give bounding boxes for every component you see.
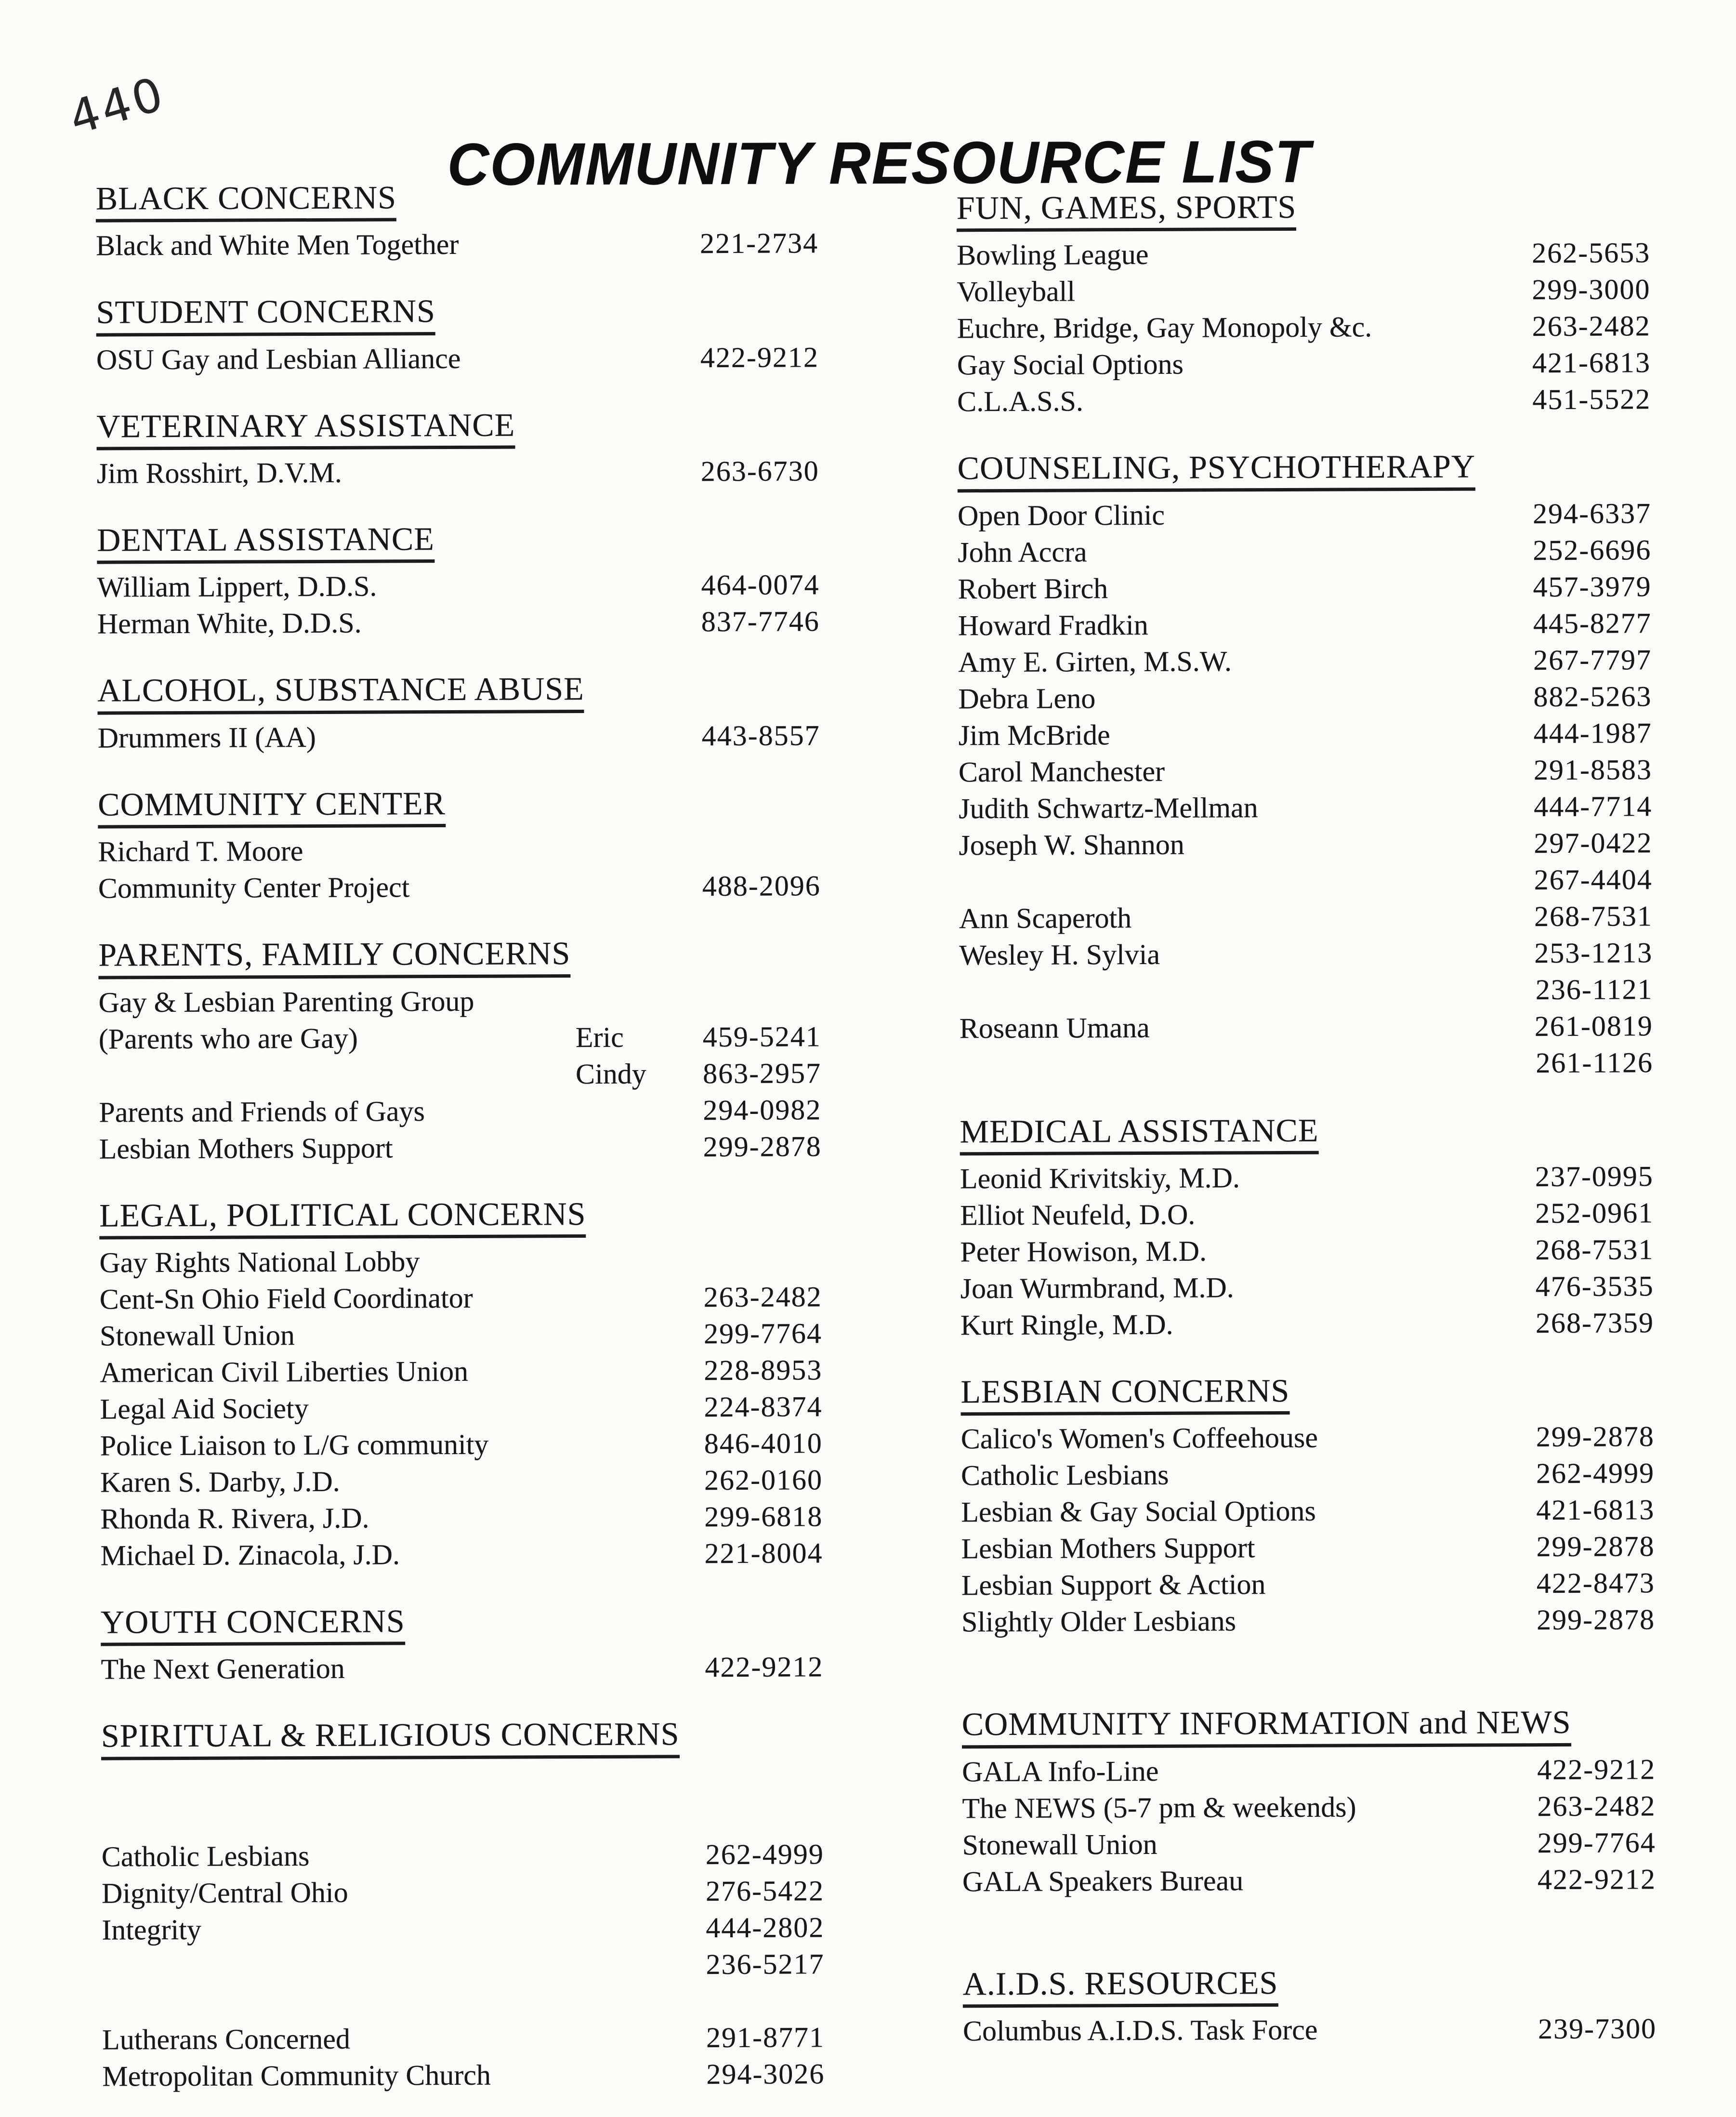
entry-row — [957, 271, 1650, 310]
entry-phone: 421-6813 — [1532, 346, 1651, 379]
entry-name: Integrity — [102, 1913, 202, 1946]
section-veterinary-assistance — [96, 407, 819, 492]
entry-phone: 422-9212 — [1537, 1863, 1657, 1895]
entry-row — [960, 1268, 1654, 1307]
entry-name: GALA Info-Line — [962, 1755, 1159, 1788]
entry-name — [960, 999, 1509, 1001]
entry-phone: 239-7300 — [1538, 2012, 1657, 2045]
entry-phone — [677, 1009, 821, 1010]
entry-row — [960, 1194, 1654, 1233]
entry-phone: 299-2878 — [1536, 1420, 1655, 1453]
section-heading — [960, 1112, 1653, 1155]
entry-row — [100, 1351, 822, 1390]
spacer-row — [102, 1982, 825, 2021]
section-student-concerns — [96, 293, 819, 378]
entry-name: Metropolitan Community Church — [102, 2059, 491, 2092]
entry-row — [98, 981, 821, 1020]
entry-name: The Next Generation — [101, 1653, 345, 1685]
section-heading-text: MEDICAL ASSISTANCE — [960, 1113, 1318, 1155]
entry-row — [102, 2055, 825, 2094]
entry-name: Volleyball — [957, 275, 1076, 308]
entry-row — [958, 531, 1651, 570]
entry-phone: 267-4404 — [1534, 863, 1653, 896]
left-column — [96, 179, 825, 2094]
entry-row — [99, 1128, 822, 1167]
entry-name: Michael D. Zinacola, J.D. — [100, 1538, 400, 1572]
section-heading — [97, 521, 819, 564]
entry-phone: 422-9212 — [705, 1651, 824, 1683]
section-lesbian-concerns — [960, 1373, 1655, 1640]
entry-name: Roseann Umana — [959, 1011, 1150, 1045]
entry-name: Open Door Clinic — [957, 499, 1165, 532]
entry-name: Debra Leno — [958, 682, 1096, 715]
entry-row — [961, 1528, 1655, 1567]
section-heading-text: BLACK CONCERNS — [96, 181, 397, 223]
section-heading — [957, 189, 1650, 232]
entry-row — [102, 1909, 824, 1948]
entry-phone: 261-0819 — [1534, 1010, 1653, 1042]
entry-row — [962, 1824, 1656, 1863]
entry-name: Catholic Lesbians — [960, 1459, 1169, 1492]
entry-phone: 464-0074 — [701, 569, 820, 601]
entry-phone: 262-5653 — [1532, 237, 1651, 269]
section-heading — [958, 450, 1651, 492]
entry-row — [959, 714, 1652, 754]
entry-row — [102, 1872, 824, 1911]
entry-name: Robert Birch — [958, 572, 1108, 605]
entry-row — [960, 1158, 1654, 1197]
entry-phone: 444-1987 — [1533, 717, 1652, 749]
entry-row — [960, 1044, 1653, 1083]
entry-name: Peter Howison, M.D. — [960, 1235, 1207, 1268]
entry-phone: 252-6696 — [1533, 534, 1652, 566]
entry-row — [961, 1418, 1655, 1457]
entry-name: Lesbian & Gay Social Options — [961, 1495, 1316, 1528]
entry-name: Joseph W. Shannon — [959, 828, 1184, 861]
section-heading — [97, 672, 820, 715]
entry-phone: 224-8374 — [704, 1390, 823, 1423]
entry-name — [102, 1974, 680, 1976]
entry-phone: 294-6337 — [1532, 497, 1652, 529]
entry-name: Amy E. Girten, M.S.W. — [958, 645, 1232, 678]
entry-row — [960, 1231, 1654, 1270]
entry-phone: 291-8771 — [706, 2021, 825, 2053]
entry-name: Judith Schwartz-Mellman — [959, 791, 1258, 825]
section-medical-assistance — [960, 1112, 1654, 1343]
entry-row — [963, 2010, 1657, 2049]
entry-phone: 421-6813 — [1536, 1494, 1655, 1526]
section-heading — [101, 1603, 823, 1646]
entry-row — [99, 1018, 821, 1057]
entry-row — [958, 678, 1652, 717]
entry-phone: 837-7746 — [701, 605, 820, 638]
section-heading — [98, 936, 821, 979]
section-heading-text: FUN, GAMES, SPORTS — [957, 190, 1297, 232]
entry-row — [100, 1498, 823, 1537]
entry-row — [962, 1751, 1656, 1790]
entry-name: Stonewall Union — [99, 1319, 295, 1352]
entry-name: Howard Fradkin — [958, 609, 1148, 642]
entry-phone: 297-0422 — [1534, 827, 1653, 859]
entry-phone: 252-0961 — [1535, 1197, 1654, 1230]
section-heading — [960, 1373, 1654, 1416]
entry-name — [960, 1072, 1509, 1074]
entry-name — [101, 1763, 679, 1765]
entry-row — [98, 831, 820, 870]
entry-phone: 488-2096 — [702, 870, 821, 902]
entry-row — [957, 235, 1650, 274]
entry-phone: 268-7531 — [1534, 900, 1653, 932]
entry-name: GALA Speakers Bureau — [962, 1865, 1244, 1898]
spacer-row — [101, 1799, 824, 1838]
section-heading-text: SPIRITUAL & RELIGIOUS CONCERNS — [101, 1718, 680, 1760]
entry-name: (Parents who are Gay) — [98, 1022, 358, 1055]
entry-row — [959, 971, 1653, 1010]
entry-name: Legal Aid Society — [100, 1392, 309, 1425]
entry-phone: 476-3535 — [1535, 1270, 1654, 1303]
entry-name: C.L.A.S.S. — [957, 385, 1084, 418]
entry-contact-name: Cindy — [575, 1058, 646, 1090]
entry-name: Columbus A.I.D.S. Task Force — [962, 2013, 1318, 2047]
entry-name: The NEWS (5-7 pm & weekends) — [962, 1791, 1356, 1825]
spacer-row — [101, 1762, 824, 1801]
entry-name: Lesbian Support & Action — [961, 1568, 1266, 1601]
entry-row — [97, 603, 820, 642]
entry-name: Carol Manchester — [958, 755, 1165, 788]
entry-phone: 299-2878 — [1536, 1530, 1655, 1563]
entry-name — [99, 1084, 576, 1085]
entry-phone: 221-2734 — [699, 227, 819, 260]
entry-phone: 422-8473 — [1536, 1567, 1655, 1600]
section-heading — [963, 1965, 1657, 2008]
entry-phone: 457-3979 — [1533, 570, 1652, 603]
entry-contact-name: Eric — [575, 1021, 624, 1053]
section-community-information-and-news — [962, 1706, 1656, 1900]
entry-phone: 263-2482 — [1532, 310, 1651, 343]
entry-name: Lesbian Mothers Support — [961, 1532, 1255, 1565]
entry-phone: 459-5241 — [702, 1020, 821, 1053]
entry-phone: 863-2957 — [703, 1057, 822, 1089]
entry-row — [959, 751, 1652, 790]
entry-row — [100, 1461, 823, 1500]
entry-phone: 294-3026 — [706, 2057, 825, 2090]
handwritten-page-number: 440 — [63, 66, 171, 146]
entry-name: Bowling League — [957, 238, 1149, 271]
page-title: COMMUNITY RESOURCE LIST — [447, 128, 1311, 198]
entry-row — [101, 1649, 823, 1688]
entry-phone: 263-2482 — [703, 1281, 822, 1313]
entry-row — [99, 1091, 821, 1130]
entry-phone: 422-9212 — [1537, 1753, 1656, 1786]
section-heading — [96, 293, 818, 337]
entry-name: Elliot Neufeld, D.O. — [960, 1198, 1196, 1231]
entry-name: John Accra — [958, 536, 1087, 569]
entry-row — [960, 1007, 1653, 1046]
entry-row — [958, 605, 1652, 644]
section-spiritual-religious-concerns — [101, 1717, 825, 2095]
entry-row — [100, 1278, 822, 1317]
section-heading-text: COUNSELING, PSYCHOTHERAPY — [958, 450, 1476, 492]
entry-name: Dignity/Central Ohio — [101, 1876, 348, 1909]
entry-name: Rhonda R. Rivera, J.D. — [100, 1502, 369, 1535]
entry-name: Lutherans Concerned — [102, 2023, 351, 2056]
entry-phone: 268-7531 — [1535, 1233, 1654, 1266]
entry-row — [958, 641, 1652, 680]
entry-name: William Lippert, D.D.S. — [97, 570, 377, 604]
entry-row — [959, 934, 1653, 973]
section-a-i-d-s-resources — [963, 1965, 1657, 2049]
section-heading-text: VETERINARY ASSISTANCE — [96, 408, 515, 450]
entry-row — [97, 452, 819, 491]
entry-row — [100, 1425, 823, 1464]
section-fun-games-sports — [957, 189, 1651, 420]
entry-name: Drummers II (AA) — [97, 721, 316, 754]
entry-name: Herman White, D.D.S. — [97, 607, 362, 640]
entry-phone: 268-7359 — [1535, 1307, 1655, 1339]
entry-name: Parents and Friends of Gays — [99, 1095, 425, 1128]
entry-row — [102, 2019, 825, 2058]
entry-phone: 299-2878 — [1536, 1603, 1656, 1636]
entry-row — [958, 495, 1651, 534]
entry-row — [99, 1242, 822, 1281]
entry-name: Leonid Krivitskiy, M.D. — [960, 1162, 1240, 1195]
entry-name: OSU Gay and Lesbian Alliance — [96, 342, 461, 376]
entry-name: Euchre, Bridge, Gay Monopoly &c. — [957, 311, 1372, 344]
entry-name: Calico's Women's Coffeehouse — [960, 1422, 1318, 1455]
entry-row — [98, 867, 821, 906]
entry-name: Police Liaison to L/G community — [100, 1428, 489, 1462]
entry-phone: 236-1121 — [1535, 973, 1653, 1006]
section-heading-text: DENTAL ASSISTANCE — [97, 522, 434, 564]
entry-phone: 422-9212 — [700, 341, 819, 373]
entry-phone: 445-8277 — [1533, 607, 1652, 639]
section-heading-text: YOUTH CONCERNS — [101, 1604, 405, 1646]
entry-name: Stonewall Union — [962, 1828, 1157, 1861]
entry-row — [98, 717, 820, 756]
right-column — [957, 189, 1657, 2049]
section-heading-text: A.I.D.S. RESOURCES — [963, 1966, 1278, 2008]
entry-phone: 253-1213 — [1534, 937, 1653, 969]
entry-row — [100, 1315, 822, 1354]
entry-phone: 267-7797 — [1533, 644, 1652, 676]
entry-phone: 262-4999 — [705, 1838, 824, 1870]
entry-row — [957, 344, 1651, 384]
entry-row — [96, 339, 819, 378]
entry-phone: 236-5217 — [706, 1947, 825, 1980]
entry-row — [957, 308, 1651, 347]
entry-phone: 294-0982 — [703, 1093, 822, 1126]
entry-row — [99, 1055, 821, 1094]
entry-phone — [679, 1762, 824, 1763]
entry-name: Kurt Ringle, M.D. — [960, 1308, 1173, 1341]
entry-phone: 299-6818 — [704, 1500, 823, 1533]
entry-phone: 237-0995 — [1535, 1160, 1654, 1193]
entry-phone: 444-7714 — [1534, 790, 1653, 822]
section-community-center — [98, 785, 821, 907]
entry-row — [960, 1304, 1654, 1343]
entry-phone: 299-7764 — [1537, 1826, 1656, 1859]
entry-phone: 451-5522 — [1532, 383, 1651, 416]
entry-row — [957, 381, 1651, 420]
entry-phone: 263-2482 — [1537, 1790, 1656, 1822]
entry-name: American Civil Liberties Union — [100, 1355, 469, 1389]
section-heading-text: LESBIAN CONCERNS — [960, 1374, 1289, 1416]
entry-name: Community Center Project — [98, 871, 410, 904]
entry-name: Lesbian Mothers Support — [99, 1131, 393, 1165]
entry-row — [958, 568, 1651, 607]
entry-name: Cent-Sn Ohio Field Coordinator — [99, 1282, 473, 1315]
section-black-concerns — [96, 179, 819, 264]
section-heading-text: STUDENT CONCERNS — [96, 294, 435, 336]
entry-name: Joan Wurmbrand, M.D. — [960, 1271, 1234, 1305]
section-heading — [962, 1706, 1656, 1748]
entry-phone: 443-8557 — [701, 719, 820, 752]
section-heading — [96, 407, 819, 450]
entry-phone: 299-7764 — [703, 1317, 823, 1350]
entry-row — [961, 1565, 1655, 1604]
entry-name: Gay Social Options — [957, 348, 1184, 381]
entry-row — [961, 1492, 1655, 1531]
entry-phone: 263-6730 — [700, 455, 819, 488]
section-legal-political-concerns — [99, 1196, 823, 1574]
entry-phone: 846-4010 — [704, 1427, 823, 1460]
section-heading-text: COMMUNITY INFORMATION and NEWS — [962, 1706, 1571, 1748]
entry-phone: 221-8004 — [704, 1537, 823, 1570]
entry-phone: 276-5422 — [705, 1874, 825, 1907]
entry-row — [96, 225, 818, 264]
entry-name: Jim McBride — [958, 718, 1110, 752]
section-heading-text: LEGAL, POLITICAL CONCERNS — [99, 1197, 586, 1240]
entry-name: Karen S. Darby, J.D. — [100, 1465, 340, 1498]
entry-phone: 228-8953 — [704, 1354, 823, 1387]
entry-name: Richard T. Moore — [98, 835, 303, 868]
entry-row — [962, 1787, 1656, 1826]
entry-phone: 261-1126 — [1536, 1046, 1654, 1079]
section-alcohol-substance-abuse — [97, 672, 820, 756]
section-dental-assistance — [97, 521, 820, 642]
section-counseling-psychotherapy — [958, 450, 1654, 1083]
entry-row — [100, 1535, 823, 1574]
entry-phone: 291-8583 — [1533, 754, 1653, 786]
entry-phone: 444-2802 — [706, 1911, 825, 1944]
section-heading — [98, 785, 820, 829]
section-heading — [96, 179, 818, 223]
entry-row — [959, 898, 1653, 937]
section-parents-family-concerns — [98, 936, 822, 1167]
entry-phone: 299-3000 — [1532, 273, 1651, 306]
entry-row — [100, 1388, 822, 1427]
entry-phone: 262-0160 — [704, 1464, 823, 1496]
entry-row — [102, 1945, 824, 1985]
entry-phone: 262-4999 — [1536, 1457, 1655, 1490]
section-heading — [101, 1717, 824, 1760]
entry-name: Gay Rights National Lobby — [99, 1245, 420, 1279]
entry-row — [962, 1861, 1656, 1900]
entry-name: Black and White Men Together — [95, 228, 459, 262]
entry-name: Jim Rosshirt, D.V.M. — [96, 456, 342, 490]
entry-name: Slightly Older Lesbians — [961, 1605, 1236, 1638]
entry-name: Catholic Lesbians — [101, 1839, 310, 1873]
section-heading-text: PARENTS, FAMILY CONCERNS — [98, 937, 570, 979]
entry-row — [959, 788, 1652, 827]
entry-row — [959, 861, 1653, 900]
entry-name: Ann Scaperoth — [959, 901, 1132, 935]
entry-name: Gay & Lesbian Parenting Group — [98, 985, 474, 1019]
entry-row — [961, 1455, 1655, 1494]
entry-row — [102, 1836, 824, 1875]
entry-phone: 299-2878 — [703, 1130, 822, 1163]
entry-name: Wesley H. Sylvia — [959, 938, 1160, 971]
entry-row — [961, 1601, 1655, 1641]
section-youth-concerns — [101, 1603, 824, 1688]
section-heading-text: ALCOHOL, SUBSTANCE ABUSE — [97, 672, 584, 714]
entry-row — [97, 567, 819, 606]
section-heading — [99, 1196, 822, 1240]
entry-row — [959, 824, 1652, 863]
section-heading-text: COMMUNITY CENTER — [98, 787, 446, 829]
entry-name — [959, 889, 1508, 891]
entry-phone: 882-5263 — [1533, 680, 1652, 713]
